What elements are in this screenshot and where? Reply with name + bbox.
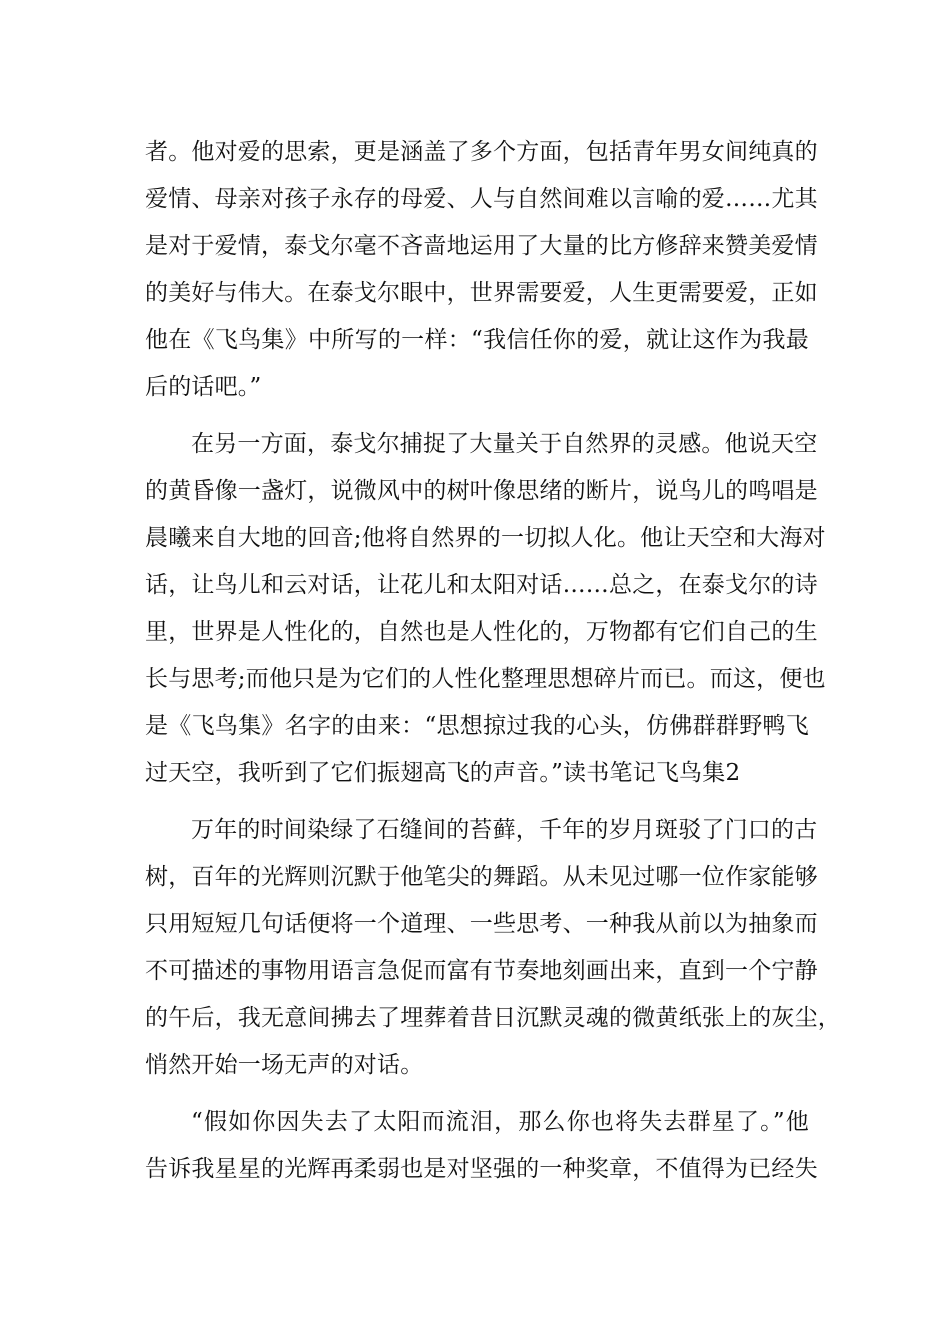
paragraph-nature: [145, 423, 826, 799]
text-line: 的午后，我无意间拂去了埋葬着昔日沉默灵魂的微黄纸张上的灰尘，: [145, 1005, 841, 1031]
text-line: 树，百年的光辉则沉默于他笔尖的舞蹈。从未见过哪一位作家能够: [145, 864, 818, 890]
text-line: 不可描述的事物用语言急促而富有节奏地刻画出来，直到一个宁静: [145, 958, 818, 984]
text-line: 万年的时间染绿了石缝间的苔藓，千年的岁月斑驳了门口的古: [191, 817, 818, 843]
paragraph-quote: [145, 1101, 818, 1195]
text-line: 长与思考;而他只是为它们的人性化整理思想碎片而已。而这，便也: [145, 666, 826, 692]
text-line: 爱情、母亲对孩子永存的母爱、人与自然间难以言喻的爱……尤其: [145, 186, 818, 212]
paragraph-spacer: [145, 799, 809, 809]
text-line: 的美好与伟大。在泰戈尔眼中，世界需要爱，人生更需要爱，正如: [145, 280, 818, 306]
text-line: 里，世界是人性化的，自然也是人性化的，万物都有它们自己的生: [145, 619, 818, 645]
text-line: “假如你因失去了太阳而流泪，那么你也将失去群星了。”他: [191, 1109, 809, 1135]
text-line: 的黄昏像一盏灯，说微风中的树叶像思绪的断片，说鸟儿的鸣唱是: [145, 478, 818, 504]
document-body: [145, 131, 841, 1195]
text-line: 是对于爱情，泰戈尔毫不吝啬地运用了大量的比方修辞来赞美爱情: [145, 233, 818, 259]
text-line: 只用短短几句话便将一个道理、一些思考、一种我从前以为抽象而: [145, 911, 818, 937]
paragraph-spacer: [145, 1091, 809, 1101]
text-line: 他在《飞鸟集》中所写的一样：“我信任你的爱，就让这作为我最: [145, 327, 809, 353]
text-line: 后的话吧。”: [145, 374, 262, 400]
paragraph-spacer: [145, 413, 809, 423]
text-line: 者。他对爱的思索，更是涵盖了多个方面，包括青年男女间纯真的: [145, 139, 818, 165]
text-line: 悄然开始一场无声的对话。: [145, 1052, 424, 1078]
text-line: 在另一方面，泰戈尔捕捉了大量关于自然界的灵感。他说天空: [191, 431, 818, 457]
text-line: 晨曦来自大地的回音;他将自然界的一切拟人化。他让天空和大海对: [145, 525, 826, 551]
text-line: 是《飞鸟集》名字的由来：“思想掠过我的心头，仿佛群群野鸭飞: [145, 713, 809, 739]
text-line: 过天空，我听到了它们振翅高飞的声音。”读书笔记飞鸟集2: [145, 760, 741, 786]
paragraph-love: [145, 131, 818, 413]
text-line: 告诉我星星的光辉再柔弱也是对坚强的一种奖章，不值得为已经失: [145, 1156, 818, 1182]
text-line: 话，让鸟儿和云对话，让花儿和太阳对话……总之，在泰戈尔的诗: [145, 572, 818, 598]
paragraph-reflection: [145, 809, 841, 1091]
